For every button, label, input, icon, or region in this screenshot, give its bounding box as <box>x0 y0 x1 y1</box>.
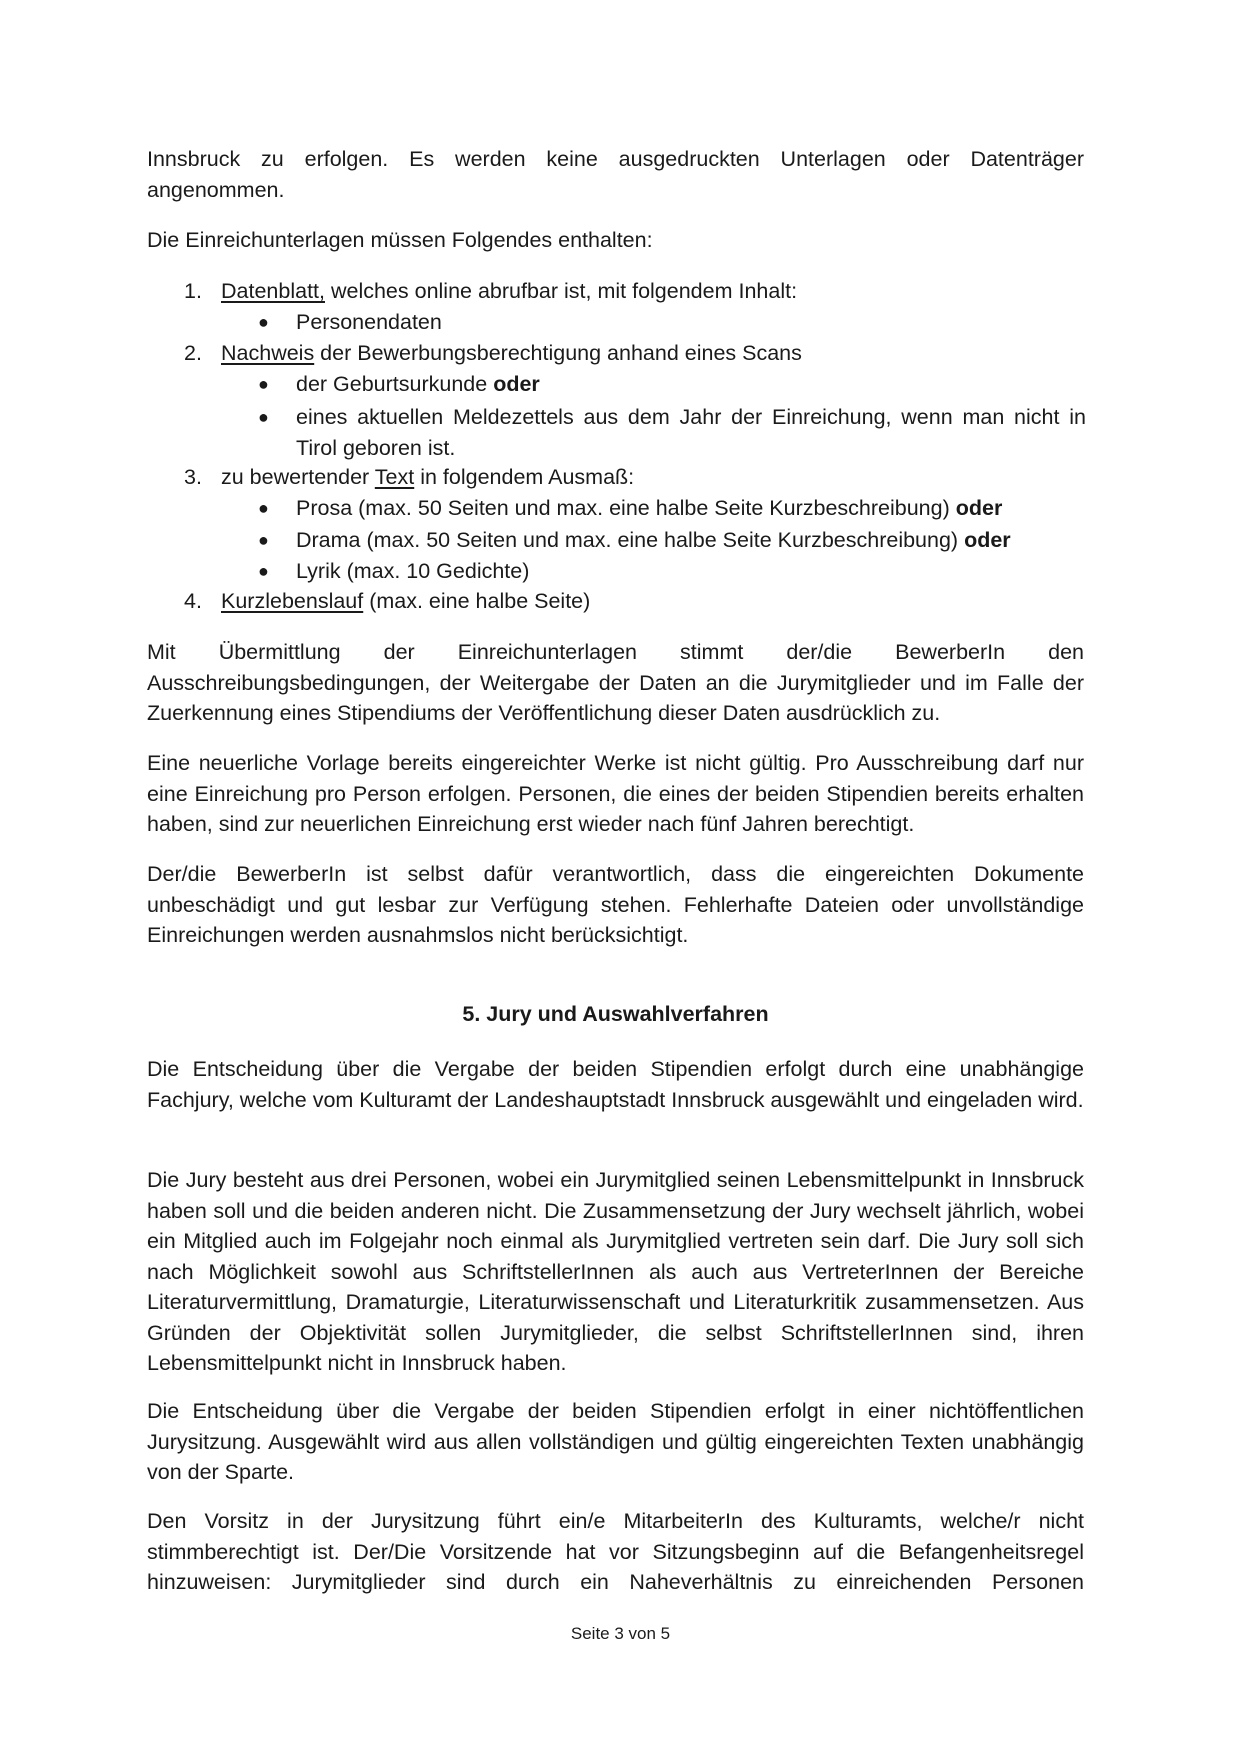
list-number: 2. <box>184 341 202 365</box>
bullet-icon: ● <box>258 312 269 332</box>
underlined-term: Nachweis <box>221 341 315 365</box>
bullet-text: Drama (max. 50 Seiten und max. eine halbe Seite Kurzbeschreibung) <box>296 528 965 552</box>
bullet-item: eines aktuellen Meldezettels aus dem Jahr der Einreichung, wenn man nicht in Tirol geboren ist. <box>296 405 1086 460</box>
page-number: Seite 3 von 5 <box>570 1624 671 1643</box>
list-item <box>221 462 634 493</box>
bullet-icon: ● <box>258 530 269 550</box>
list-item <box>221 586 590 617</box>
consent-paragraph: Mit Übermittlung der Einreichunterlagen stimmt der/die BewerberIn den Ausschreibungsbedingungen, der Weitergabe der Daten an die Jurymitglieder und im Falle der Zuerkennung eines Stipendiums der Veröffentlichung dieser Daten ausdrücklich zu. <box>147 640 1084 725</box>
requirements-intro: Die Einreichunterlagen müssen Folgendes enthalten: <box>147 228 653 252</box>
bullet-icon: ● <box>258 374 269 394</box>
resubmission-paragraph: Eine neuerliche Vorlage bereits eingereichter Werke ist nicht gültig. Pro Ausschreibung darf nur eine Einreichung pro Person erfolgen. Personen, die eines der beiden Stipendien bereits erhalten haben, sind zur neuerlichen Einreichung erst wieder nach fünf Jahren berechtigt. <box>147 751 1084 836</box>
jury-paragraph-1: Die Entscheidung über die Vergabe der beiden Stipendien erfolgt durch eine unabhängige Fachjury, welche vom Kulturamt der Landeshauptstadt Innsbruck ausgewählt und eingeladen wird. <box>147 1057 1084 1112</box>
list-item <box>221 276 797 307</box>
responsibility-paragraph: Der/die BewerberIn ist selbst dafür verantwortlich, dass die eingereichten Dokumente unbeschädigt und gut lesbar zur Verfügung stehen. Fehlerhafte Dateien oder unvollständige Einreichungen werden ausnahmslos nicht berücksichtigt. <box>147 862 1084 947</box>
jury-paragraph-2: Die Jury besteht aus drei Personen, wobei ein Jurymitglied seinen Lebensmittelpunkt in Innsbruck haben soll und die beiden anderen nicht. Die Zusammensetzung der Jury wechselt jährlich, wobei ein Mitglied auch im Folgejahr noch einmal als Jurymitglied vertreten sein darf. Die Jury soll sich nach Möglichkeit sowohl aus SchriftstellerInnen als auch aus VertreterInnen der Bereiche Literaturvermittlung, Dramaturgie, Literaturwissenschaft und Literaturkritik zusammensetzen. Aus Gründen der Objektivität sollen Jurymitglieder, die selbst SchriftstellerInnen sind, ihren Lebensmittelpunkt nicht in Innsbruck haben. <box>147 1168 1084 1375</box>
list-item-text: der Bewerbungsberechtigung anhand eines Scans <box>314 341 802 365</box>
list-item <box>221 338 802 369</box>
bold-text: oder <box>955 496 1003 520</box>
jury-paragraph-4: Den Vorsitz in der Jurysitzung führt ein/e MitarbeiterIn des Kulturamts, welche/r nicht stimmberechtigt ist. Der/Die Vorsitzende hat vor Sitzungsbeginn auf die Befangenheitsregel hinzuweisen: Jurymitglieder sind durch ein Naheverhältnis zu einreichenden Personen <box>147 1509 1084 1594</box>
bullet-icon: ● <box>258 407 269 427</box>
underlined-term: Text <box>374 465 415 489</box>
jury-paragraph-3: Die Entscheidung über die Vergabe der beiden Stipendien erfolgt in einer nichtöffentlichen Jurysitzung. Ausgewählt wird aus allen vollständigen und gültig eingereichten Texten unabhängig von der Sparte. <box>147 1399 1084 1484</box>
underlined-term: Kurzlebenslauf <box>221 589 364 613</box>
bullet-text: Prosa (max. 50 Seiten und max. eine halbe Seite Kurzbeschreibung) <box>296 496 956 520</box>
list-item-text: welches online abrufbar ist, mit folgendem Inhalt: <box>324 279 798 303</box>
bold-text: oder <box>493 372 540 396</box>
bold-text: oder <box>964 528 1011 552</box>
list-number: 3. <box>184 465 202 489</box>
section-heading: 5. Jury und Auswahlverfahren <box>462 1002 769 1026</box>
bullet-text: der Geburtsurkunde <box>296 372 494 396</box>
bullet-item <box>296 493 1086 524</box>
list-number: 1. <box>184 279 202 303</box>
list-item-text: in folgendem Ausmaß: <box>414 465 635 489</box>
bullet-item: Personendaten <box>296 310 442 334</box>
bullet-icon: ● <box>258 561 269 581</box>
bullet-item <box>296 369 1086 400</box>
list-number: 4. <box>184 589 202 613</box>
bullet-icon: ● <box>258 498 269 518</box>
underlined-term: Datenblatt, <box>221 279 325 303</box>
list-item-text: zu bewertender <box>221 465 375 489</box>
list-item-text: (max. eine halbe Seite) <box>363 589 591 613</box>
intro-paragraph: Innsbruck zu erfolgen. Es werden keine ausgedruckten Unterlagen oder Datenträger angenommen. <box>147 147 1084 202</box>
bullet-item: Lyrik (max. 10 Gedichte) <box>296 559 530 583</box>
bullet-item <box>296 525 1086 556</box>
